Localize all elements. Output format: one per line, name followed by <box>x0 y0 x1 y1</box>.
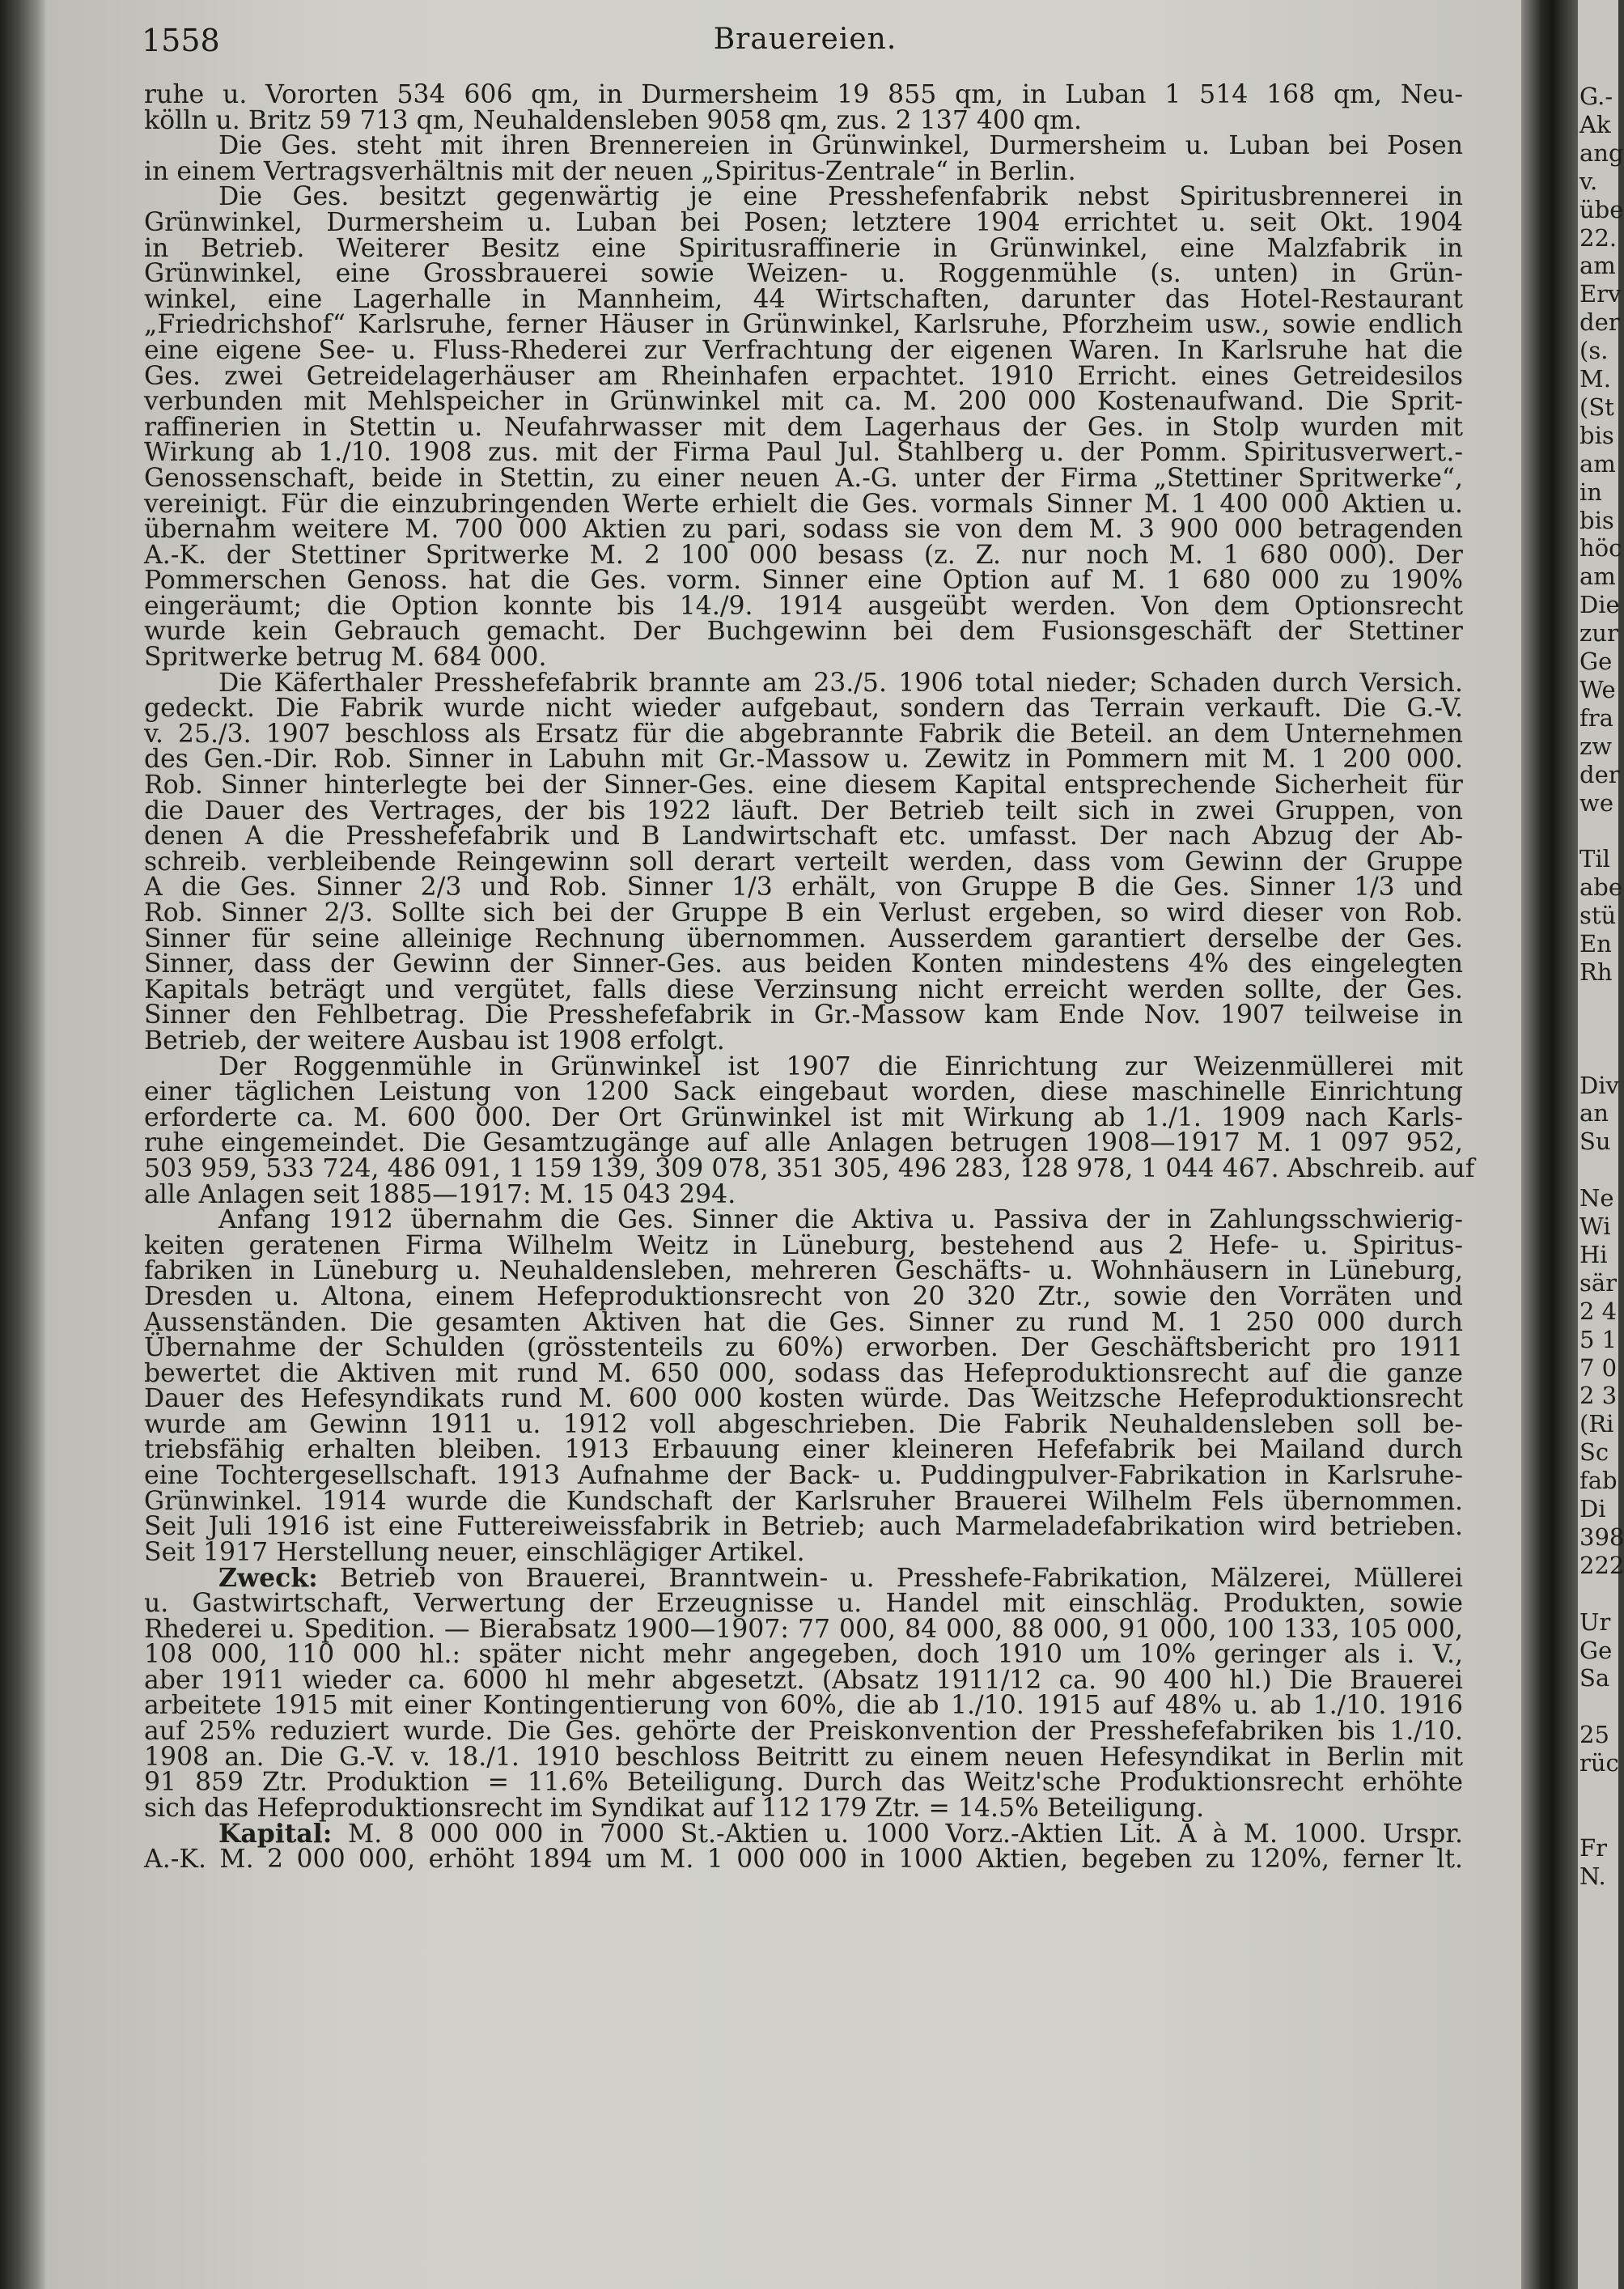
line-text: die Dauer des Vertrages, der bis 1922 läuft. Der Betrieb teilt sich in zwei Gruppen, von <box>144 796 1463 826</box>
line-text: Anfang 1912 übernahm die Ges. Sinner die Aktiva u. Passiva der in Zahlungsschwierig- <box>218 1205 1463 1235</box>
text-line <box>144 389 1463 415</box>
line-text: Dresden u. Altona, einem Hefeproduktionsrecht von 20 320 Ztr., sowie den Vorräten und <box>144 1281 1463 1311</box>
line-text: des Gen.-Dir. Rob. Sinner in Labuhn mit Gr.-Massow u. Zewitz in Pommern mit M. 1 200 000. <box>144 745 1463 775</box>
facing-page-text-fragment: fab <box>1579 1467 1618 1495</box>
facing-page-text-fragment: Ur <box>1579 1607 1611 1636</box>
line-text: Grünwinkel, Durmersheim u. Luban bei Posen; letztere 1904 errichtet u. seit Okt. 1904 <box>144 207 1463 237</box>
line-text: Übernahme der Schulden (grösstenteils zu 60%) erworben. Der Geschäftsbericht pro 1911 <box>144 1333 1463 1363</box>
text-line <box>144 80 1463 109</box>
line-text: verbunden mit Mehlspeicher in Grünwinkel mit ca. M. 200 000 Kostenaufwand. Die Sprit- <box>144 387 1463 417</box>
line-text: A.-K. der Stettiner Spritwerke M. 2 100 000 besass (z. Z. nur noch M. 1 680 000). Der <box>144 540 1463 570</box>
text-line <box>144 1384 1463 1414</box>
line-text: eine Tochtergesellschaft. 1913 Aufnahme der Back- u. Puddingpulver-Fabrikation in Karlsruhe- <box>144 1461 1463 1491</box>
line-text: Die Ges. besitzt gegenwärtig je eine Presshefenfabrik nebst Spiritusbrennerei in <box>218 182 1463 212</box>
facing-page-text-fragment: bis <box>1579 421 1614 449</box>
line-text: einer täglichen Leistung von 1200 Sack eingebaut worden, diese maschinelle Einrichtung <box>144 1077 1463 1107</box>
running-head: Brauereien. <box>713 23 897 56</box>
text-line <box>144 182 1463 212</box>
line-text: winkel, eine Lagerhalle in Mannheim, 44 Wirtschaften, darunter das Hotel-Restaurant <box>144 284 1463 314</box>
text-line <box>144 1128 1463 1158</box>
line-text: Betrieb von Brauerei, Branntwein- u. Presshefe-Fabrikation, Mälzerei, Müllerei <box>339 1564 1463 1594</box>
line-text: gedeckt. Die Fabrik wurde nicht wieder aufgebaut, sondern das Terrain verkauft. Die G.-V. <box>144 694 1463 724</box>
text-line <box>144 619 1463 645</box>
text-line <box>144 875 1463 901</box>
facing-page-text-fragment: zw <box>1579 732 1613 760</box>
facing-page-text-fragment: 398 <box>1579 1522 1624 1551</box>
text-line <box>144 847 1463 877</box>
text-line <box>144 156 1463 186</box>
text-line <box>144 1051 1463 1081</box>
text-line <box>144 105 1463 135</box>
text-line <box>144 1514 1463 1540</box>
facing-page-text-fragment: Su <box>1579 1128 1611 1156</box>
facing-page-text-fragment: 7 0 <box>1579 1353 1618 1382</box>
line-text: 1908 an. Die G.-V. v. 18./1. 1910 beschloss Beitritt zu einem neuen Hefesyndikat in Berlin mit <box>144 1742 1463 1772</box>
line-text: Pommerschen Genoss. hat die Ges. vorm. Sinner eine Option auf M. 1 680 000 zu 190% <box>144 566 1463 596</box>
facing-page-text-fragment: G.- <box>1579 83 1613 110</box>
text-line <box>144 696 1463 722</box>
line-text: Aussenständen. Die gesamten Aktiven hat die Ges. Sinner zu rund M. 1 250 000 durch <box>144 1307 1463 1337</box>
line-text: Die Käferthaler Presshefefabrik brannte am 23./5. 1906 total nieder; Schaden durch Versich. <box>218 668 1463 698</box>
facing-page-text-fragment: Ne <box>1579 1184 1614 1212</box>
facing-page-text-fragment: we <box>1579 788 1613 817</box>
text-line <box>144 1000 1463 1030</box>
facing-page-text-fragment: (Ri <box>1579 1410 1614 1438</box>
line-text: 91 859 Ztr. Produktion = 11.6% Beteiligung. Durch das Weitz'sche Produktionsrecht erhöhte <box>144 1768 1463 1798</box>
text-line <box>144 1614 1463 1644</box>
text-line <box>144 1591 1463 1617</box>
text-line <box>144 1230 1463 1260</box>
page-number: 1558 <box>142 23 220 58</box>
facing-page-text-fragment: Hi <box>1579 1240 1608 1268</box>
book-binding-edge <box>0 0 47 2289</box>
line-text: wurde am Gewinn 1911 u. 1912 voll abgeschrieben. Die Fabrik Neuhaldensleben soll be- <box>144 1409 1463 1439</box>
line-text: Rob. Sinner 2/3. Sollte sich bei der Gruppe B ein Verlust ergeben, so wird dieser von Rob. <box>144 898 1463 928</box>
facing-page-fragment <box>1578 0 1624 2289</box>
text-line <box>144 1642 1463 1668</box>
line-text: arbeitete 1915 mit einer Kontingentierung von 60%, die ab 1./10. 1915 auf 48% u. ab 1./10. 1916 <box>144 1691 1463 1721</box>
facing-page-text-fragment: Ak <box>1579 110 1611 138</box>
line-text: keiten geratenen Firma Wilhelm Weitz in Lüneburg, bestehend aus 2 Hefe- u. Spiritus- <box>144 1230 1463 1260</box>
text-line <box>144 975 1463 1004</box>
page-header <box>142 23 1469 63</box>
line-text: M. 8 000 000 in 7000 St.-Aktien u. 1000 Vorz.-Aktien Lit. A à M. 1000. Urspr. <box>347 1820 1463 1849</box>
text-line <box>144 463 1463 493</box>
text-line <box>144 1409 1463 1439</box>
text-line <box>144 540 1463 570</box>
facing-page-text-fragment: 25 <box>1579 1721 1609 1749</box>
line-text: erforderte ca. M. 600 000. Der Ort Grünwinkel ist mit Wirkung ab 1./1. 1909 nach Karls- <box>144 1102 1463 1132</box>
line-text: bewertet die Aktiven mit rund M. 650 000, sodass das Hefeproduktionsrecht auf die ganze <box>144 1358 1463 1388</box>
line-text: Wirkung ab 1./10. 1908 zus. mit der Firma Paul Jul. Stahlberg u. der Pomm. Spiritusverwert.- <box>144 438 1463 468</box>
facing-page-text-fragment: höc <box>1579 534 1622 563</box>
text-line <box>144 1256 1463 1286</box>
text-line <box>144 1793 1463 1823</box>
facing-page-text-fragment: M. <box>1579 365 1611 393</box>
text-line <box>144 645 1463 671</box>
line-text: Seit 1917 Herstellung neuer, einschlägiger Artikel. <box>144 1537 805 1567</box>
text-line <box>144 1719 1463 1745</box>
text-line <box>144 1486 1463 1516</box>
line-text: Sinner, dass der Gewinn der Sinner-Ges. aus beiden Konten mindestens 4% des eingelegten <box>144 949 1463 979</box>
text-line <box>144 773 1463 799</box>
line-text: denen A die Presshefefabrik und B Landwirtschaft etc. umfasst. Der nach Abzug der Ab- <box>144 822 1463 851</box>
facing-page-text-fragment: in <box>1579 478 1602 506</box>
line-text: auf 25% reduziert wurde. Die Ges. gehörte der Preiskonvention der Presshefefabriken bis 1./10. <box>144 1717 1463 1746</box>
facing-page-text-fragment: der <box>1579 308 1620 337</box>
text-line <box>144 233 1463 263</box>
text-line <box>144 1770 1463 1796</box>
facing-page-text-fragment: ang <box>1579 138 1624 167</box>
line-text: triebsfähig erhalten bleiben. 1913 Erbauung einer kleineren Hefefabrik bei Mailand durch <box>144 1435 1463 1465</box>
text-line <box>144 284 1463 314</box>
text-line <box>144 1665 1463 1695</box>
facing-page-text-fragment: Sc <box>1579 1438 1609 1467</box>
text-line <box>144 824 1463 850</box>
line-text: Grünwinkel, eine Grossbrauerei sowie Weizen- u. Roggenmühle (s. unten) in Grün- <box>144 259 1463 289</box>
line-text: Genossenschaft, beide in Stettin, zu einer neuen A.-G. unter der Firma „Stettiner Spritwerke“, <box>144 463 1463 493</box>
line-text: kölln u. Britz 59 713 qm, Neuhaldensleben 9058 qm, zus. 2 137 400 qm. <box>144 105 1083 135</box>
facing-page-text-fragment: Ge <box>1579 1636 1613 1664</box>
facing-page-text-fragment: 2 4 <box>1579 1297 1618 1325</box>
line-text: alle Anlagen seit 1885—1917: M. 15 043 294. <box>144 1179 736 1209</box>
line-text: übernahm weitere M. 700 000 Aktien zu pari, sodass sie von dem M. 3 900 000 betragenden <box>144 515 1463 545</box>
facing-page-text-fragment: (s. <box>1579 337 1609 365</box>
text-line <box>144 489 1463 519</box>
text-line <box>144 1435 1463 1465</box>
facing-page-text-fragment: N. <box>1579 1862 1606 1890</box>
text-line <box>144 1102 1463 1132</box>
line-text: Spritwerke betrug M. 684 000. <box>144 643 547 673</box>
line-text: sich das Hefeproduktionsrecht im Syndikat auf 112 179 Ztr. = 14.5% Beteiligung. <box>144 1793 1205 1823</box>
text-line <box>144 1333 1463 1363</box>
line-text: Sinner für seine alleinige Rechnung übernommen. Ausserdem garantiert derselbe der Ges. <box>144 924 1463 953</box>
line-text: Dauer des Hefesyndikats rund M. 600 000 kosten würde. Das Weitzsche Hefeproduktionsrecht <box>144 1384 1463 1414</box>
body-text <box>144 80 1475 1874</box>
line-text: Rhederei u. Spedition. — Bierabsatz 1900—1907: 77 000, 84 000, 88 000, 91 000, 100 133, 105 000, <box>144 1614 1463 1644</box>
facing-page-text-fragment: Fr <box>1579 1833 1607 1862</box>
text-line <box>144 1077 1463 1107</box>
facing-page-text-fragment: Erv <box>1579 280 1622 308</box>
text-line <box>144 1205 1463 1235</box>
line-text: aber 1911 wieder ca. 6000 hl mehr abgesetzt. (Absatz 1911/12 ca. 90 400 hl.) Die Brauerei <box>144 1665 1463 1695</box>
line-text: raffinerien in Stettin u. Neufahrwasser mit dem Lagerhaus der Ges. in Stolp wurden mit <box>144 412 1463 442</box>
text-line <box>144 1563 1463 1594</box>
line-text: eingeräumt; die Option konnte bis 14./9. 1914 ausgeübt werden. Von dem Optionsrecht <box>144 591 1463 621</box>
line-text: vereinigt. Für die einzubringenden Werte erhielt die Ges. vormals Sinner M. 1 400 000 Aktien u. <box>144 489 1463 519</box>
facing-page-text-fragment: 2 3 <box>1579 1382 1618 1410</box>
facing-page-text-fragment: bis <box>1579 506 1614 534</box>
line-text: schreib. verbleibende Reingewinn soll derart verteilt werden, dass vom Gewinn der Gruppe <box>144 847 1463 877</box>
facing-page-text-fragment: We <box>1579 675 1616 703</box>
facing-page-text-fragment: Til <box>1579 845 1610 873</box>
text-line <box>144 1358 1463 1388</box>
facing-page-text-fragment: Ge <box>1579 648 1613 675</box>
text-line <box>144 412 1463 442</box>
line-text: eine eigene See- u. Fluss-Rhederei zur Verfrachtung der eigenen Waren. In Karlsruhe hat die <box>144 335 1463 365</box>
text-line <box>144 924 1463 953</box>
line-text: Sinner den Fehlbetrag. Die Presshefefabrik in Gr.-Massow kam Ende Nov. 1907 teilweise in <box>144 1000 1463 1030</box>
facing-page-text-fragment: Di <box>1579 1495 1606 1522</box>
text-line <box>144 1026 1463 1055</box>
facing-page-text-fragment: Div <box>1579 1071 1619 1099</box>
text-line <box>144 1281 1463 1311</box>
facing-page-text-fragment: zur <box>1579 619 1618 648</box>
line-text: 503 959, 533 724, 486 091, 1 159 139, 309 078, 351 305, 496 283, 128 978, 1 044 467. Abschreib. auf <box>144 1153 1475 1183</box>
text-line <box>144 719 1463 749</box>
line-text: 108 000, 110 000 hl.: später nicht mehr angegeben, doch 1910 um 10% geringer als i. V., <box>144 1640 1463 1670</box>
facing-page-text-fragment: En <box>1579 930 1612 958</box>
book-gutter <box>1521 0 1578 2289</box>
text-line <box>144 1742 1463 1772</box>
text-line <box>144 1307 1463 1337</box>
text-line <box>144 1153 1475 1183</box>
text-line <box>144 1844 1463 1874</box>
text-line <box>144 568 1463 594</box>
facing-page-text-fragment: 22. <box>1579 223 1618 252</box>
text-line <box>144 898 1463 928</box>
line-text: A.-K. M. 2 000 000, erhöht 1894 um M. 1 000 000 in 1000 Aktien, begeben zu 120%, ferner lt. <box>144 1844 1463 1874</box>
line-text: Ges. zwei Getreidelagerhäuser am Rheinhafen erpachtet. 1910 Erricht. eines Getreidesilos <box>144 361 1463 391</box>
section-label: Zweck: <box>218 1563 318 1594</box>
line-text: Betrieb, der weitere Ausbau ist 1908 erfolgt. <box>144 1026 725 1055</box>
line-text: Kapitals beträgt und vergütet, falls diese Verzinsung nicht erreicht werden sollte, der Ges. <box>144 975 1463 1004</box>
line-text: „Friedrichshof“ Karlsruhe, ferner Häuser in Grünwinkel, Karlsruhe, Pforzheim usw., sowie endlich <box>144 310 1463 340</box>
text-line <box>144 796 1463 826</box>
facing-page-text-fragment: 222 <box>1579 1551 1624 1579</box>
text-line <box>144 517 1463 543</box>
text-line <box>144 747 1463 773</box>
section-label: Kapital: <box>218 1819 333 1849</box>
line-text: A die Ges. Sinner 2/3 und Rob. Sinner 1/3 erhält, von Gruppe B die Ges. Sinner 1/3 und <box>144 873 1463 902</box>
facing-page-text-fragment: der <box>1579 760 1620 788</box>
line-text: ruhe eingemeindet. Die Gesamtzugänge auf alle Anlagen betrugen 1908—1917 M. 1 097 952, <box>144 1128 1463 1158</box>
facing-page-text-fragment: stü <box>1579 902 1617 930</box>
text-line <box>144 1821 1463 1847</box>
text-line <box>144 335 1463 365</box>
text-line <box>144 1693 1463 1719</box>
text-line <box>144 1537 1463 1567</box>
line-text: v. 25./3. 1907 beschloss als Ersatz für die abgebrannte Fabrik die Beteil. an dem Unternehmen <box>144 719 1463 749</box>
facing-page-text-fragment: am <box>1579 449 1616 478</box>
text-line <box>144 312 1463 338</box>
facing-page-text-fragment: 5 1 <box>1579 1325 1618 1353</box>
line-text: Die Ges. steht mit ihren Brennereien in Grünwinkel, Durmersheim u. Luban bei Posen <box>218 131 1463 161</box>
line-text: in Betrieb. Weiterer Besitz eine Spiritusraffinerie in Grünwinkel, eine Malzfabrik in <box>144 233 1463 263</box>
line-text: u. Gastwirtschaft, Verwertung der Erzeugnisse u. Handel mit einschläg. Produkten, sowie <box>144 1589 1463 1619</box>
line-text: ruhe u. Vororten 534 606 qm, in Durmersheim 19 855 qm, in Luban 1 514 168 qm, Neu- <box>144 80 1463 109</box>
text-line <box>144 207 1463 237</box>
text-line <box>144 668 1463 698</box>
facing-page-text-fragment: v. <box>1579 167 1598 195</box>
facing-page-text-fragment: fra <box>1579 703 1613 732</box>
line-text: fabriken in Lüneburg u. Neuhaldensleben, mehreren Geschäfts- u. Wohnhäusern in Lüneburg, <box>144 1256 1463 1286</box>
line-text: wurde kein Gebrauch gemacht. Der Buchgewinn bei dem Fusionsgeschäft der Stettiner <box>144 617 1463 647</box>
facing-page-text-fragment: übe <box>1579 195 1624 223</box>
facing-page-text-fragment: am <box>1579 563 1616 591</box>
facing-page-text-fragment: rüc <box>1579 1749 1619 1777</box>
text-line <box>144 591 1463 621</box>
text-line <box>144 261 1463 287</box>
text-line <box>144 440 1463 466</box>
facing-page-text-fragment: am <box>1579 252 1616 280</box>
facing-page-text-fragment: abe <box>1579 873 1623 902</box>
line-text: Der Roggenmühle in Grünwinkel ist 1907 die Einrichtung zur Weizenmüllerei mit <box>218 1051 1463 1081</box>
text-line <box>144 361 1463 391</box>
facing-page-text-fragment: sär <box>1579 1268 1618 1297</box>
facing-page-text-fragment: an <box>1579 1099 1609 1128</box>
line-text: Grünwinkel. 1914 wurde die Kundschaft der Karlsruher Brauerei Wilhelm Fels übernommen. <box>144 1486 1463 1516</box>
facing-page-text-fragment: (St <box>1579 393 1614 421</box>
text-line <box>144 1179 1463 1209</box>
text-line <box>144 949 1463 979</box>
facing-page-text-fragment: Rh <box>1579 958 1613 986</box>
facing-page-text-fragment: Die <box>1579 591 1620 619</box>
text-line <box>144 131 1463 161</box>
line-text: Seit Juli 1916 ist eine Futtereiweissfabrik in Betrieb; auch Marmeladefabrikation wird betrieben. <box>144 1512 1463 1542</box>
line-text: in einem Vertragsverhältnis mit der neuen „Spiritus-Zentrale“ in Berlin. <box>144 156 1076 186</box>
line-text: Rob. Sinner hinterlegte bei der Sinner-Ges. eine diesem Kapital entsprechende Sicherheit für <box>144 771 1463 801</box>
facing-page-text-fragment: Wi <box>1579 1212 1611 1240</box>
text-line <box>144 1463 1463 1489</box>
facing-page-text-fragment: Sa <box>1579 1664 1610 1692</box>
